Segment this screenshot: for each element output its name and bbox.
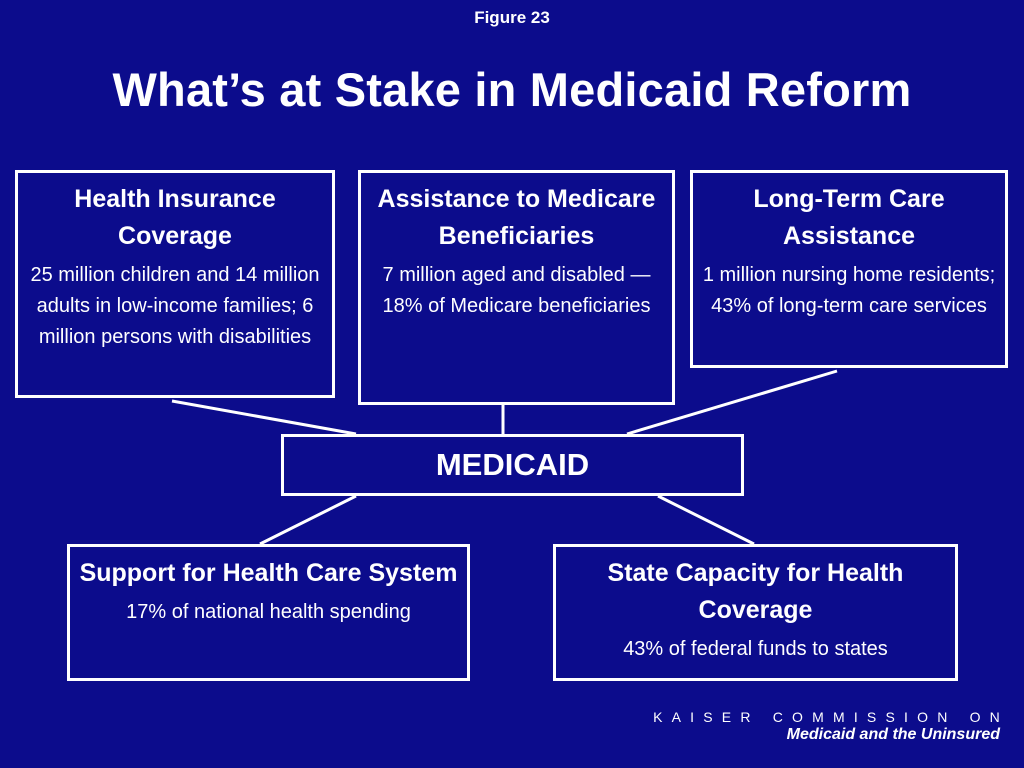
- footer-org-line: KAISER COMMISSION ON: [653, 709, 1009, 725]
- box-heading: Health Insurance Coverage: [74, 185, 276, 250]
- medicare-assistance-box: [358, 170, 675, 405]
- medicaid-label: MEDICAID: [435, 447, 590, 482]
- box-text: 17% of national health spending: [126, 601, 411, 623]
- box-heading: State Capacity for Health Coverage: [607, 559, 904, 624]
- box-text: 1 million nursing home residents; 43% of long-term care services: [702, 264, 996, 317]
- box-heading: Support for Health Care System: [79, 559, 458, 587]
- health-care-system-box: [67, 544, 470, 681]
- connector-health-insurance: [172, 401, 356, 434]
- footer-program-line: Medicaid and the Uninsured: [786, 726, 1000, 743]
- page-title: What’s at Stake in Medicaid Reform: [112, 63, 912, 116]
- figure-label: Figure 23: [474, 8, 550, 27]
- box-text: 7 million aged and disabled — 18% of Medicare beneficiaries: [382, 264, 651, 317]
- kaiser-commission-logo: [653, 709, 1009, 744]
- health-insurance-coverage-box: [15, 170, 335, 398]
- box-heading: Long-Term Care Assistance: [753, 185, 945, 250]
- connector-health-care-system: [260, 496, 356, 544]
- box-text: 43% of federal funds to states: [623, 638, 888, 660]
- long-term-care-box: [690, 170, 1008, 368]
- medicaid-center-box: [281, 434, 744, 496]
- box-heading: Assistance to Medicare Beneficiaries: [377, 185, 656, 250]
- box-text: 25 million children and 14 million adults in low-income families; 6 million persons with disabilities: [30, 264, 320, 348]
- connector-state-capacity: [658, 496, 754, 544]
- state-capacity-box: [553, 544, 958, 681]
